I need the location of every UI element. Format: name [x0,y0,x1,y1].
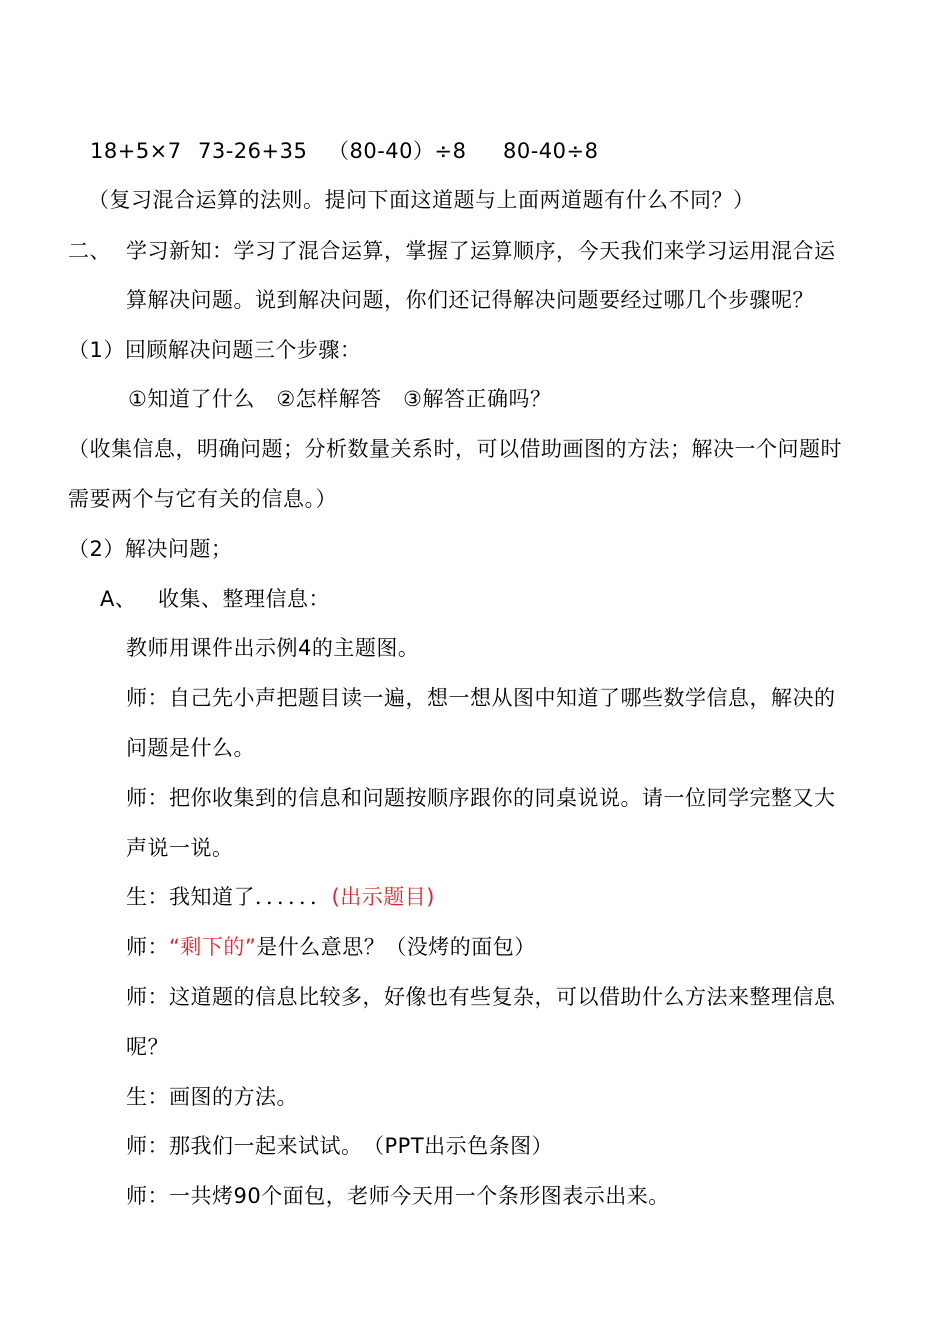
expression-4: 80-40÷8 [503,139,599,163]
note-line-2: 需要两个与它有关的信息。） [68,487,337,511]
teacher-line-6a: 师：这道题的信息比较多，好像也有些复杂，可以借助什么方法来整理信息 [126,985,836,1009]
teacher-line-8: 师：那我们一起来试试。 （PPT出示色条图） [126,1134,554,1158]
teacher-line-1: 教师用课件出示例4的主题图。 [126,636,420,660]
teacher-line-9: 师：一共烤90个面包，老师今天用一个条形图表示出来。 [126,1184,670,1208]
teacher-line-3b: 声说一说。 [126,836,234,860]
sub-a-heading: 收集、整理信息： [158,587,330,611]
highlight-show-question: (出示题目) [331,885,435,909]
student-line-2: 生：画图的方法。 [126,1085,298,1109]
step-2-heading: （2）解决问题； [68,537,233,561]
teacher-line-3a: 师：把你收集到的信息和问题按顺序跟你的同桌说说。请一位同学完整又大 [126,786,836,810]
teacher-line-5-prefix: 师： [126,935,169,959]
teacher-line-6b: 呢？ [126,1035,169,1059]
review-note: （复习混合运算的法则。提问下面这道题与上面两道题有什么不同？） [88,188,755,212]
student-line-1 [126,882,435,912]
teacher-line-2a: 师：自己先小声把题目读一遍，想一想从图中知道了哪些数学信息，解决的 [126,686,836,710]
teacher-line-2b: 问题是什么。 [126,736,255,760]
step-1-heading: （1）回顾解决问题三个步骤： [68,338,362,362]
steps-list: ①知道了什么 ②怎样解答 ③解答正确吗？ [128,387,552,411]
expression-3: （80-40）÷8 [328,139,467,163]
teacher-line-5 [126,932,536,962]
expression-2: 73-26+35 [198,139,308,163]
section-2-number: 二、 [68,239,111,263]
note-line-1: （收集信息，明确问题；分析数量关系时，可以借助画图的方法；解决一个问题时 [68,437,842,461]
expression-row [0,136,950,166]
section-2-text: 算解决问题。说到解决问题，你们还记得解决问题要经过哪几个步骤呢？ [126,288,814,312]
section-2-heading: 学习新知：学习了混合运算，掌握了运算顺序，今天我们来学习运用混合运 [126,239,836,263]
teacher-line-5-text: 是什么意思？（没烤的面包） [256,935,536,959]
student-line-1-text: 生：我知道了．．．．．． [126,885,332,909]
highlight-remaining: “剩下的” [169,935,257,959]
expression-1: 18+5×7 [90,139,182,163]
sub-a-number: A、 [100,587,137,611]
